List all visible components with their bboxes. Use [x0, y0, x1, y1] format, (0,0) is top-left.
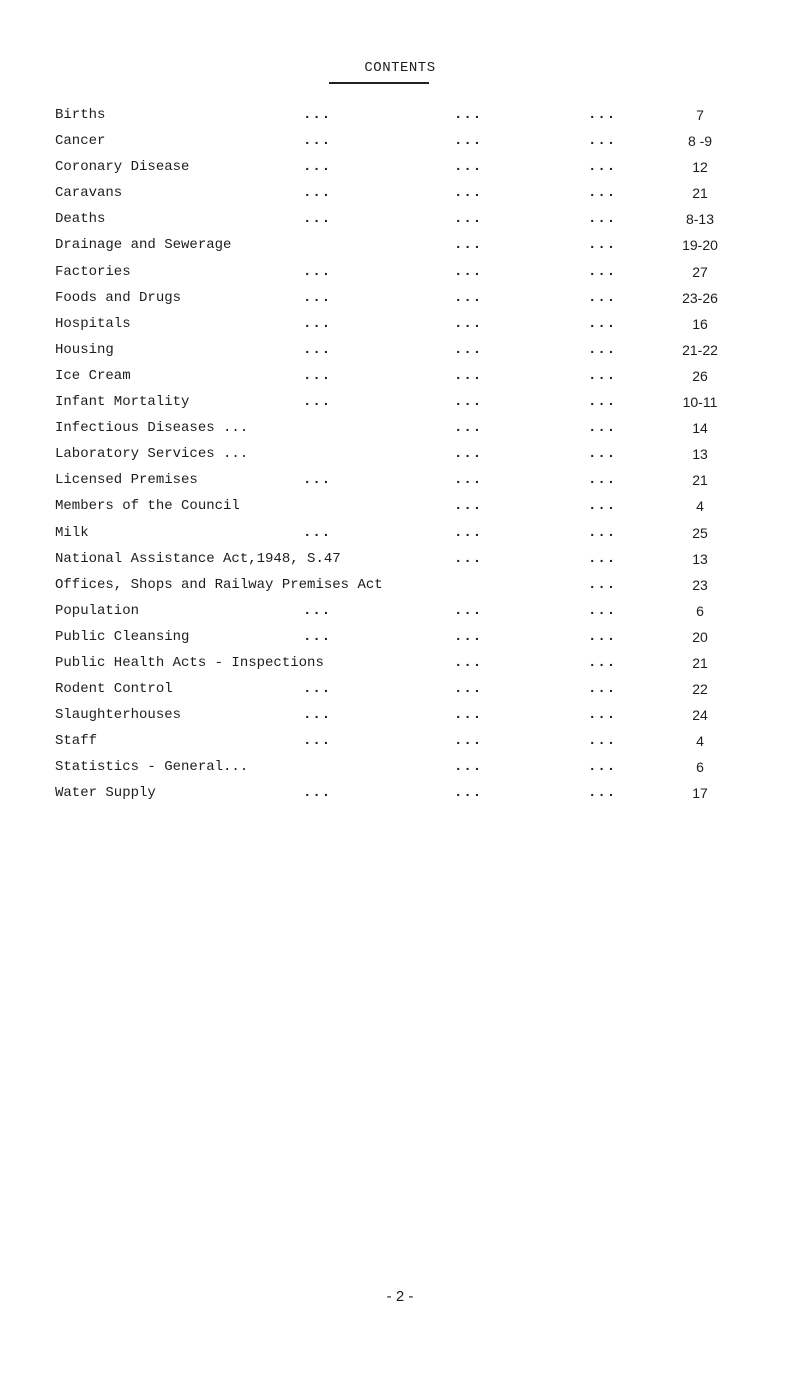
toc-entry-page: 26: [692, 367, 708, 384]
leader-dots: ...: [454, 785, 483, 802]
toc-entry-label: Milk: [55, 524, 89, 541]
toc-entry: [0, 415, 800, 441]
toc-entry-page: 8 -9: [687, 133, 713, 150]
leader-dots: ...: [588, 211, 617, 228]
toc-entry-label: Infant Mortality: [55, 394, 190, 411]
toc-entry-page: 16: [692, 315, 708, 332]
toc-entry-label: Members of the Council: [55, 498, 240, 515]
toc-entry-page: 23-26: [682, 289, 718, 306]
toc-entry-label: Public Health Acts - Inspections: [55, 654, 324, 671]
leader-dots: ...: [303, 681, 332, 698]
leader-dots: ...: [588, 133, 617, 150]
toc-entry-label: Factories: [55, 263, 131, 280]
page-number: - 2 -: [386, 1288, 414, 1305]
toc-entry: [0, 102, 800, 128]
leader-dots: ...: [588, 602, 617, 619]
leader-dots: ...: [588, 785, 617, 802]
leader-dots: ...: [588, 315, 617, 332]
leader-dots: ...: [588, 498, 617, 515]
leader-dots: ...: [303, 289, 332, 306]
toc-entry: [0, 702, 800, 728]
toc-entry: [0, 546, 800, 572]
toc-entry-page: 25: [692, 524, 708, 541]
toc-entry: [0, 441, 800, 467]
leader-dots: ...: [454, 759, 483, 776]
toc-entry: [0, 154, 800, 180]
toc-entry: [0, 676, 800, 702]
leader-dots: ...: [454, 628, 483, 645]
toc-entry: [0, 259, 800, 285]
leader-dots: ...: [303, 315, 332, 332]
toc-entry-page: 20: [692, 628, 708, 645]
leader-dots: ...: [454, 707, 483, 724]
leader-dots: ...: [588, 576, 617, 593]
toc-entry: [0, 285, 800, 311]
toc-entry-label: Laboratory Services ...: [55, 446, 249, 463]
toc-entry: [0, 624, 800, 650]
leader-dots: ...: [454, 211, 483, 228]
leader-dots: ...: [454, 341, 483, 358]
leader-dots: ...: [588, 341, 617, 358]
leader-dots: ...: [454, 263, 483, 280]
leader-dots: ...: [588, 289, 617, 306]
leader-dots: ...: [588, 367, 617, 384]
leader-dots: ...: [303, 185, 332, 202]
toc-entry: [0, 363, 800, 389]
toc-entry: [0, 520, 800, 546]
toc-entry: [0, 128, 800, 154]
toc-entry: [0, 728, 800, 754]
toc-entry: [0, 650, 800, 676]
leader-dots: ...: [588, 759, 617, 776]
leader-dots: ...: [454, 733, 483, 750]
page-title: CONTENTS: [364, 60, 436, 76]
toc-entry-page: 22: [692, 681, 708, 698]
toc-entry-page: 4: [696, 733, 704, 750]
leader-dots: ...: [303, 367, 332, 384]
leader-dots: ...: [588, 446, 617, 463]
toc-entry-label: Housing: [55, 341, 114, 358]
toc-entry: [0, 598, 800, 624]
leader-dots: ...: [303, 394, 332, 411]
leader-dots: ...: [454, 681, 483, 698]
leader-dots: ...: [303, 159, 332, 176]
toc-entry-label: Statistics - General...: [55, 759, 249, 776]
toc-entry-page: 27: [692, 263, 708, 280]
leader-dots: ...: [303, 785, 332, 802]
toc-entry-page: 21: [692, 654, 708, 671]
leader-dots: ...: [303, 733, 332, 750]
leader-dots: ...: [454, 237, 483, 254]
leader-dots: ...: [588, 394, 617, 411]
toc-entry-page: 8-13: [685, 211, 715, 228]
toc-entry-page: 24: [692, 707, 708, 724]
leader-dots: ...: [588, 681, 617, 698]
toc-entry: [0, 754, 800, 780]
toc-entry-page: 4: [696, 498, 704, 515]
leader-dots: ...: [588, 524, 617, 541]
leader-dots: ...: [303, 107, 332, 123]
leader-dots: ...: [454, 107, 483, 123]
leader-dots: ...: [303, 628, 332, 645]
toc-entry-page: 17: [692, 785, 708, 802]
leader-dots: ...: [303, 341, 332, 358]
leader-dots: ...: [303, 472, 332, 489]
leader-dots: ...: [588, 237, 617, 254]
leader-dots: ...: [588, 185, 617, 202]
toc-entry-label: Infectious Diseases ...: [55, 420, 249, 437]
toc-entry-label: Staff: [55, 733, 98, 750]
toc-entry-page: 23: [692, 576, 708, 593]
toc-entry-label: Caravans: [55, 185, 123, 202]
toc-entry-label: Offices, Shops and Railway Premises Act: [55, 576, 383, 593]
leader-dots: ...: [303, 524, 332, 541]
leader-dots: ...: [588, 263, 617, 280]
toc-entry-label: Public Cleansing: [55, 628, 190, 645]
table-of-contents: [0, 102, 800, 807]
toc-entry-label: Licensed Premises: [55, 472, 198, 489]
leader-dots: ...: [588, 159, 617, 176]
leader-dots: ...: [303, 263, 332, 280]
toc-entry-label: Ice Cream: [55, 367, 131, 384]
toc-entry: [0, 232, 800, 258]
leader-dots: ...: [454, 289, 483, 306]
leader-dots: ...: [454, 446, 483, 463]
toc-entry-page: 14: [692, 420, 708, 437]
toc-entry-page: 21-22: [682, 341, 718, 358]
toc-entry-label: Rodent Control: [55, 681, 173, 698]
leader-dots: ...: [588, 420, 617, 437]
toc-entry: [0, 311, 800, 337]
toc-entry-label: Slaughterhouses: [55, 707, 182, 724]
leader-dots: ...: [588, 733, 617, 750]
leader-dots: ...: [454, 498, 483, 515]
toc-entry-label: Births: [55, 107, 106, 123]
toc-entry: [0, 467, 800, 493]
toc-entry: [0, 206, 800, 232]
toc-entry: [0, 337, 800, 363]
leader-dots: ...: [588, 107, 617, 123]
toc-entry-label: Water Supply: [55, 785, 156, 802]
toc-entry-label: Foods and Drugs: [55, 289, 182, 306]
toc-entry-label: Hospitals: [55, 315, 131, 332]
toc-entry-label: Coronary Disease: [55, 159, 190, 176]
toc-entry-page: 13: [692, 550, 708, 567]
leader-dots: ...: [454, 159, 483, 176]
leader-dots: ...: [588, 654, 617, 671]
leader-dots: ...: [454, 367, 483, 384]
leader-dots: ...: [454, 472, 483, 489]
toc-entry-page: 6: [696, 759, 704, 776]
leader-dots: ...: [454, 524, 483, 541]
leader-dots: ...: [454, 394, 483, 411]
toc-entry-label: Deaths: [55, 211, 106, 228]
toc-entry-page: 19-20: [682, 237, 718, 254]
leader-dots: ...: [454, 133, 483, 150]
leader-dots: ...: [303, 602, 332, 619]
toc-entry-page: 10-11: [682, 394, 718, 411]
toc-entry: [0, 180, 800, 206]
toc-entry: [0, 572, 800, 598]
toc-entry: [0, 780, 800, 806]
title-underline: [329, 82, 429, 84]
leader-dots: ...: [454, 315, 483, 332]
leader-dots: ...: [454, 550, 483, 567]
toc-entry-page: 13: [692, 446, 708, 463]
toc-entry-page: 7: [696, 107, 704, 123]
leader-dots: ...: [588, 550, 617, 567]
leader-dots: ...: [588, 707, 617, 724]
leader-dots: ...: [454, 420, 483, 437]
toc-entry-label: Population: [55, 602, 140, 619]
toc-entry-page: 21: [692, 185, 708, 202]
leader-dots: ...: [303, 707, 332, 724]
leader-dots: ...: [303, 211, 332, 228]
leader-dots: ...: [588, 628, 617, 645]
toc-entry-page: 6: [696, 602, 704, 619]
toc-entry: [0, 389, 800, 415]
leader-dots: ...: [454, 654, 483, 671]
toc-entry-label: Cancer: [55, 133, 106, 150]
toc-entry-page: 21: [692, 472, 708, 489]
leader-dots: ...: [454, 185, 483, 202]
toc-entry-page: 12: [692, 159, 708, 176]
toc-entry-label: Drainage and Sewerage: [55, 237, 232, 254]
toc-entry-label: National Assistance Act,1948, S.47: [55, 550, 341, 567]
leader-dots: ...: [454, 602, 483, 619]
leader-dots: ...: [303, 133, 332, 150]
leader-dots: ...: [588, 472, 617, 489]
toc-entry: [0, 493, 800, 519]
